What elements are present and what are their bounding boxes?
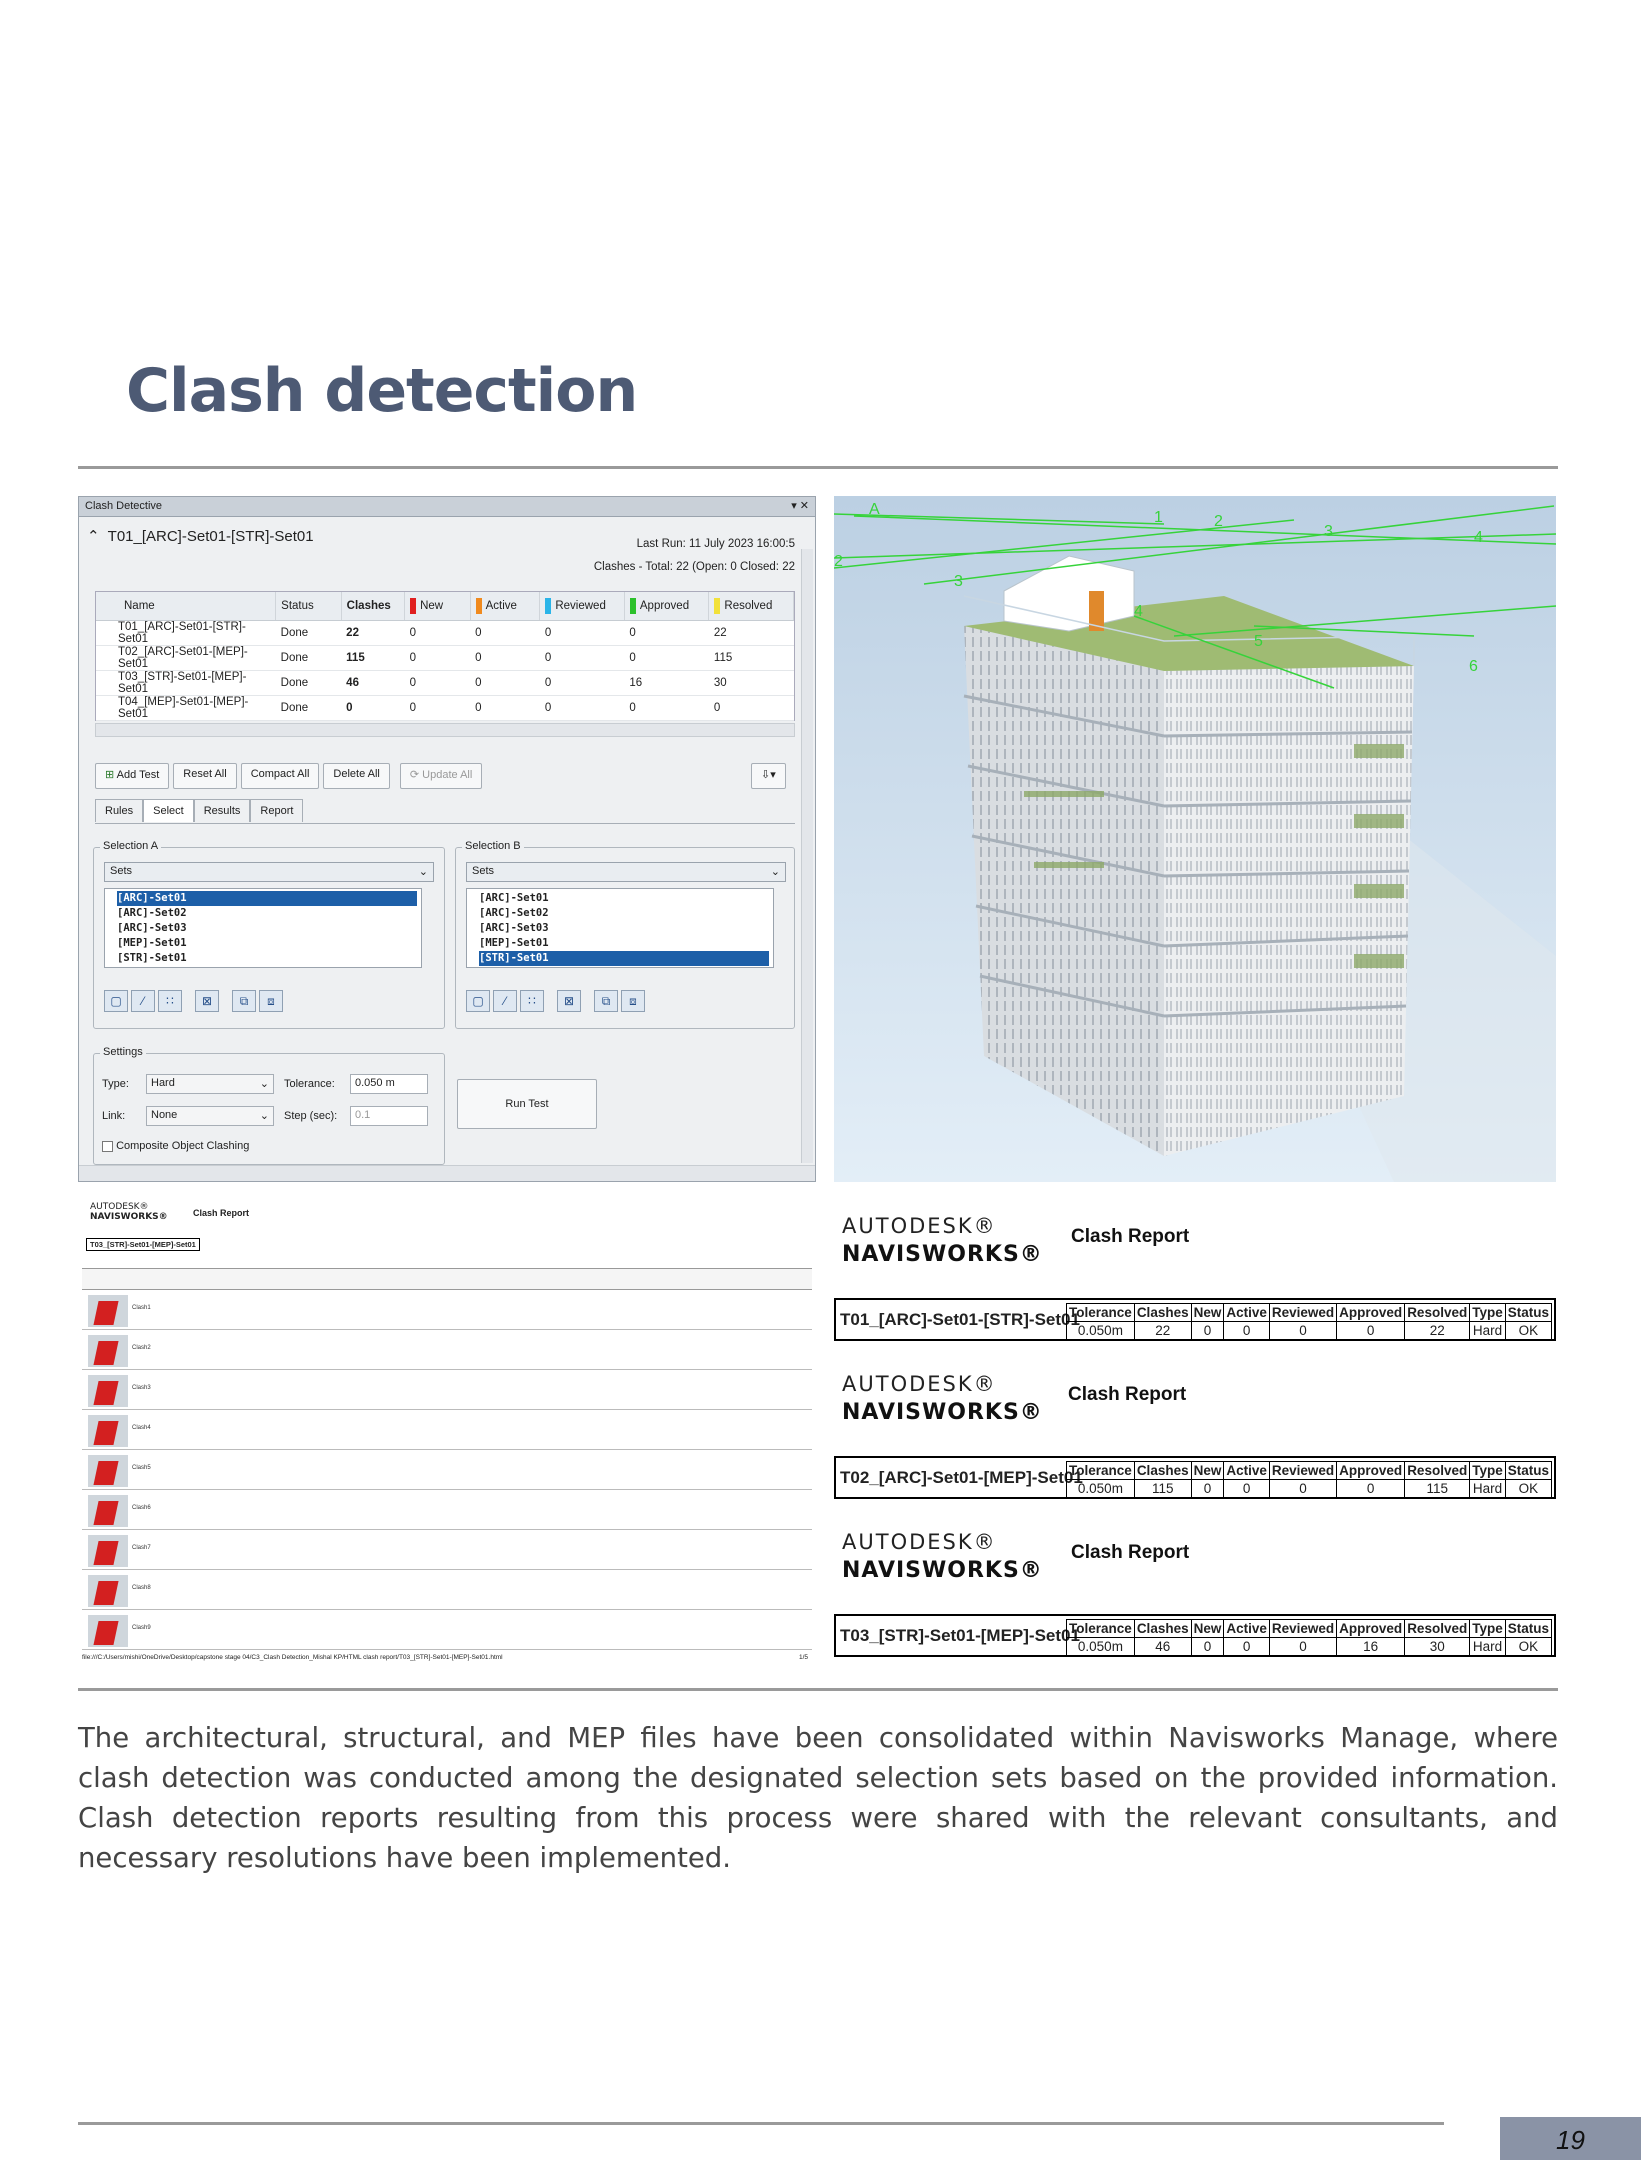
table-cell: 0 bbox=[540, 620, 625, 645]
clash-summary: Clashes - Total: 22 (Open: 0 Closed: 22 bbox=[593, 561, 795, 573]
report-summary-table bbox=[834, 1456, 1556, 1499]
window-titlebar: Clash Detective bbox=[79, 497, 815, 517]
report-title: Clash Report bbox=[1068, 1384, 1187, 1405]
table-row[interactable] bbox=[96, 620, 794, 645]
column-header-label: Active bbox=[485, 599, 517, 612]
summary-header: New bbox=[1191, 1620, 1224, 1638]
summary-header: Type bbox=[1470, 1620, 1506, 1638]
column-header[interactable] bbox=[709, 592, 794, 620]
summary-header: Status bbox=[1505, 1462, 1551, 1480]
clash-name: Clash4 bbox=[132, 1425, 151, 1431]
report-row bbox=[82, 1372, 812, 1410]
report-title: Clash Report bbox=[1071, 1226, 1190, 1247]
clash-name: Clash2 bbox=[132, 1345, 151, 1351]
selection-b-dropdown[interactable] bbox=[466, 862, 786, 882]
test-header bbox=[87, 527, 314, 545]
summary-value: 0 bbox=[1269, 1638, 1336, 1656]
test-buttons bbox=[95, 763, 482, 789]
summary-value: 0.050m bbox=[1067, 1638, 1135, 1656]
page-number: 19 bbox=[1500, 2117, 1641, 2160]
table-cell: T03_[STR]-Set01-[MEP]-Set01 bbox=[96, 670, 276, 695]
table-header-row bbox=[96, 592, 794, 620]
report-page: 1/5 bbox=[798, 1654, 808, 1661]
summary-value: 0.050m bbox=[1067, 1480, 1135, 1498]
page-title: Clash detection bbox=[126, 356, 638, 426]
status-color-swatch bbox=[630, 598, 636, 614]
table-row[interactable] bbox=[96, 695, 794, 720]
summary-header: Approved bbox=[1337, 1620, 1405, 1638]
selection-a-label: Selection A bbox=[100, 840, 161, 852]
summary-value: Hard bbox=[1470, 1480, 1506, 1498]
summary-value: OK bbox=[1505, 1638, 1551, 1656]
clash-detective-panel bbox=[78, 496, 816, 1182]
horizontal-scrollbar[interactable] bbox=[95, 723, 795, 737]
tolerance-input[interactable]: 0.050 m bbox=[350, 1074, 428, 1094]
selection-b-list[interactable] bbox=[466, 888, 774, 968]
table-cell: 0 bbox=[405, 695, 471, 720]
clash-name: Clash7 bbox=[132, 1545, 151, 1551]
selection-a-list[interactable] bbox=[104, 888, 422, 968]
clash-thumbnail bbox=[88, 1575, 128, 1607]
link-value: None bbox=[151, 1109, 178, 1121]
summary-header: Clashes bbox=[1134, 1462, 1191, 1480]
summary-header: Resolved bbox=[1405, 1620, 1470, 1638]
run-info bbox=[594, 533, 795, 579]
summary-header: Active bbox=[1224, 1304, 1270, 1322]
point-select-icon[interactable]: ∷ bbox=[520, 990, 544, 1012]
svg-text:4: 4 bbox=[1474, 529, 1483, 546]
summary-header: Active bbox=[1224, 1620, 1270, 1638]
tab-select[interactable]: Select bbox=[143, 799, 194, 822]
autodesk-logo: AUTODESK® bbox=[842, 1214, 997, 1238]
middle-divider bbox=[78, 1688, 1558, 1691]
update-all-label: Update All bbox=[422, 769, 473, 781]
update-all-button[interactable] bbox=[400, 763, 482, 789]
report-table-header bbox=[82, 1268, 812, 1290]
summary-value: OK bbox=[1505, 1322, 1551, 1340]
add-test-label: Add Test bbox=[116, 769, 160, 781]
use-current-selection-icon[interactable]: ⧉ bbox=[594, 990, 618, 1012]
tab-bar bbox=[95, 799, 303, 822]
selection-a-dropdown-value: Sets bbox=[110, 865, 133, 877]
selection-set-item[interactable]: [STR]-Set01 bbox=[117, 952, 187, 964]
report-test-name: T03_[STR]-Set01-[MEP]-Set01 bbox=[86, 1238, 200, 1251]
table-cell: 0 bbox=[624, 645, 709, 670]
self-intersect-icon[interactable]: ⊠ bbox=[195, 990, 219, 1012]
summary-value: 0 bbox=[1269, 1480, 1336, 1498]
column-header[interactable] bbox=[96, 592, 276, 620]
table-cell: 22 bbox=[709, 620, 794, 645]
selection-set-item[interactable]: [STR]-Set01 bbox=[479, 951, 769, 966]
summary-header: Active bbox=[1224, 1462, 1270, 1480]
summary-value: 0 bbox=[1224, 1638, 1270, 1656]
summary-header: Type bbox=[1470, 1462, 1506, 1480]
table-cell: 0 bbox=[470, 695, 540, 720]
building-model-image bbox=[834, 496, 1556, 1182]
clash-thumbnail bbox=[88, 1535, 128, 1567]
select-in-scene-icon[interactable]: ⧈ bbox=[259, 990, 283, 1012]
clash-name: Clash6 bbox=[132, 1505, 151, 1511]
composite-checkbox[interactable] bbox=[102, 1140, 249, 1152]
status-color-swatch bbox=[410, 598, 416, 614]
clash-thumbnail bbox=[88, 1335, 128, 1367]
report-row bbox=[82, 1612, 812, 1650]
table-cell: 0 bbox=[709, 695, 794, 720]
table-cell: 30 bbox=[709, 670, 794, 695]
add-test-button[interactable] bbox=[95, 763, 169, 789]
svg-text:6: 6 bbox=[1469, 658, 1478, 675]
status-color-swatch bbox=[476, 598, 482, 614]
step-input[interactable]: 0.1 bbox=[350, 1106, 428, 1126]
select-in-scene-icon[interactable]: ⧈ bbox=[621, 990, 645, 1012]
summary-header: New bbox=[1191, 1462, 1224, 1480]
table-cell: 0 bbox=[470, 670, 540, 695]
building-model-view bbox=[834, 496, 1556, 1182]
table-cell: Done bbox=[276, 645, 342, 670]
summary-value: OK bbox=[1505, 1480, 1551, 1498]
navisworks-logo: NAVISWORKS® bbox=[842, 1242, 1043, 1267]
table-cell: 0 bbox=[341, 695, 404, 720]
summary-header: Clashes bbox=[1134, 1304, 1191, 1322]
selection-b-group bbox=[455, 840, 795, 1029]
summary-header: Approved bbox=[1337, 1304, 1405, 1322]
vertical-scrollbar[interactable] bbox=[801, 549, 813, 1163]
table-cell: 0 bbox=[540, 695, 625, 720]
run-test-button[interactable]: Run Test bbox=[457, 1079, 597, 1129]
report-summary-table bbox=[834, 1298, 1556, 1341]
selection-set-item[interactable]: [MEP]-Set01 bbox=[117, 937, 187, 949]
column-header-label: Reviewed bbox=[555, 599, 606, 612]
selection-set-item[interactable]: [ARC]-Set02 bbox=[479, 907, 549, 919]
summary-value: 0 bbox=[1224, 1480, 1270, 1498]
navisworks-logo: NAVISWORKS® bbox=[842, 1558, 1043, 1583]
column-header[interactable] bbox=[470, 592, 540, 620]
selection-a-tools bbox=[104, 990, 283, 1012]
summary-header: Tolerance bbox=[1067, 1304, 1135, 1322]
table-cell: Done bbox=[276, 620, 342, 645]
selection-set-item[interactable]: [ARC]-Set01 bbox=[117, 891, 417, 906]
selection-a-group bbox=[93, 840, 445, 1029]
column-header-label: Approved bbox=[639, 599, 690, 612]
report-row bbox=[82, 1332, 812, 1370]
summary-header: Resolved bbox=[1405, 1304, 1470, 1322]
tab-results[interactable]: Results bbox=[194, 799, 251, 822]
selection-b-dropdown-value: Sets bbox=[472, 865, 495, 877]
column-header-label: New bbox=[420, 599, 444, 612]
type-label: Type: bbox=[102, 1078, 129, 1090]
table-cell: 115 bbox=[341, 645, 404, 670]
summary-value: 22 bbox=[1134, 1322, 1191, 1340]
svg-text:3: 3 bbox=[1324, 523, 1333, 540]
footer-divider bbox=[78, 2122, 1444, 2125]
test-name: T01_[ARC]-Set01-[STR]-Set01 bbox=[107, 528, 314, 545]
collapse-icon[interactable]: ⌃ bbox=[87, 528, 100, 545]
summary-value: 0.050m bbox=[1067, 1322, 1135, 1340]
selection-set-item[interactable]: [ARC]-Set02 bbox=[117, 907, 187, 919]
column-header-label: Status bbox=[281, 599, 314, 612]
summary-header: Reviewed bbox=[1269, 1462, 1336, 1480]
link-label: Link: bbox=[102, 1110, 126, 1122]
summary-value: 0 bbox=[1191, 1480, 1224, 1498]
summary-header-row bbox=[1067, 1462, 1552, 1480]
table-cell: 0 bbox=[405, 670, 471, 695]
report-row bbox=[82, 1532, 812, 1570]
column-header[interactable] bbox=[405, 592, 471, 620]
summary-value: 115 bbox=[1134, 1480, 1191, 1498]
summary-value: 16 bbox=[1337, 1638, 1405, 1656]
line-select-icon[interactable]: ⁄ bbox=[131, 990, 155, 1012]
clash-name: Clash1 bbox=[132, 1305, 151, 1311]
report-file-path: file:///C:/Users/mishi/OneDrive/Desktop/capstone stage 04/C3_Clash Detection_Mishal KP/HTML clash report/T03_[STR]-Set01-[MEP]-Set01.html bbox=[82, 1654, 503, 1661]
point-select-icon[interactable]: ∷ bbox=[158, 990, 182, 1012]
table-cell: 0 bbox=[540, 670, 625, 695]
summary-header: Reviewed bbox=[1269, 1304, 1336, 1322]
test-name: T03_[STR]-Set01-[MEP]-Set01 bbox=[840, 1625, 1080, 1645]
selection-set-item[interactable]: [ARC]-Set01 bbox=[479, 892, 549, 904]
close-icon[interactable]: ▾ ✕ bbox=[791, 500, 809, 512]
type-select[interactable] bbox=[146, 1074, 274, 1094]
chevron-down-icon: ⌄ bbox=[259, 1078, 269, 1090]
table-cell: T02_[ARC]-Set01-[MEP]-Set01 bbox=[96, 645, 276, 670]
clash-thumbnail bbox=[88, 1455, 128, 1487]
checkbox-box bbox=[102, 1141, 113, 1152]
summary-header: Status bbox=[1505, 1620, 1551, 1638]
type-value: Hard bbox=[151, 1077, 175, 1089]
report-row bbox=[82, 1412, 812, 1450]
summary-header: Type bbox=[1470, 1304, 1506, 1322]
summary-header: Resolved bbox=[1405, 1462, 1470, 1480]
table-row[interactable] bbox=[96, 670, 794, 695]
summary-value-row bbox=[1067, 1322, 1552, 1340]
clash-name: Clash5 bbox=[132, 1465, 151, 1471]
delete-all-button[interactable]: Delete All bbox=[323, 763, 389, 789]
use-current-selection-icon[interactable]: ⧉ bbox=[232, 990, 256, 1012]
column-header[interactable] bbox=[276, 592, 342, 620]
report-row bbox=[82, 1292, 812, 1330]
selection-set-item[interactable]: [ARC]-Set03 bbox=[479, 922, 549, 934]
summary-value: 0 bbox=[1224, 1322, 1270, 1340]
table-cell: 0 bbox=[470, 620, 540, 645]
autodesk-logo: AUTODESK® bbox=[842, 1372, 997, 1396]
clash-thumbnail bbox=[88, 1415, 128, 1447]
reset-all-button[interactable]: Reset All bbox=[173, 763, 236, 789]
summary-value-row bbox=[1067, 1638, 1552, 1656]
clash-thumbnail bbox=[88, 1615, 128, 1647]
summary-value: 0 bbox=[1337, 1322, 1405, 1340]
last-run: Last Run: 11 July 2023 16:00:5 bbox=[636, 538, 795, 550]
refresh-icon: ⟳ bbox=[409, 769, 420, 781]
test-name: T02_[ARC]-Set01-[MEP]-Set01 bbox=[840, 1467, 1083, 1487]
column-header-label: Resolved bbox=[724, 599, 773, 612]
clash-name: Clash8 bbox=[132, 1585, 151, 1591]
chevron-down-icon: ⌄ bbox=[418, 866, 428, 878]
svg-text:1: 1 bbox=[1154, 509, 1163, 526]
report-title: Clash Report bbox=[193, 1208, 250, 1218]
box-select-icon[interactable]: ▢ bbox=[104, 990, 128, 1012]
table-cell: 46 bbox=[341, 670, 404, 695]
table-row[interactable] bbox=[96, 645, 794, 670]
svg-text:5: 5 bbox=[1254, 633, 1263, 650]
selection-set-item[interactable]: [ARC]-Set03 bbox=[117, 922, 187, 934]
table-cell: 22 bbox=[341, 620, 404, 645]
table-cell: T04_[MEP]-Set01-[MEP]-Set01 bbox=[96, 695, 276, 720]
report-row bbox=[82, 1572, 812, 1610]
table-cell: 0 bbox=[540, 645, 625, 670]
line-select-icon[interactable]: ⁄ bbox=[493, 990, 517, 1012]
export-icon[interactable]: ⇩▾ bbox=[751, 763, 786, 789]
logo-bottom: NAVISWORKS® bbox=[90, 1212, 168, 1222]
summary-header: Tolerance bbox=[1067, 1462, 1135, 1480]
summary-value: 0 bbox=[1337, 1480, 1405, 1498]
settings-label: Settings bbox=[100, 1046, 146, 1058]
report-row bbox=[82, 1492, 812, 1530]
clash-thumbnail bbox=[88, 1495, 128, 1527]
link-select[interactable] bbox=[146, 1106, 274, 1126]
summary-value: 115 bbox=[1405, 1480, 1470, 1498]
svg-text:2: 2 bbox=[1214, 513, 1223, 530]
tab-report[interactable]: Report bbox=[250, 799, 303, 822]
summary-value: 0 bbox=[1191, 1322, 1224, 1340]
column-header[interactable] bbox=[341, 592, 404, 620]
summary-header: Reviewed bbox=[1269, 1620, 1336, 1638]
column-header[interactable] bbox=[624, 592, 709, 620]
svg-text:A: A bbox=[869, 501, 880, 518]
column-header-label: Clashes bbox=[346, 599, 391, 612]
table-cell: Done bbox=[276, 695, 342, 720]
summary-header-row bbox=[1067, 1304, 1552, 1322]
composite-label: Composite Object Clashing bbox=[116, 1140, 250, 1152]
summary-value: 0 bbox=[1191, 1638, 1224, 1656]
report-title: Clash Report bbox=[1071, 1542, 1190, 1563]
bottom-scrollbar[interactable] bbox=[79, 1165, 816, 1181]
table-cell: Done bbox=[276, 670, 342, 695]
clash-thumbnail bbox=[88, 1295, 128, 1327]
summary-value: 46 bbox=[1134, 1638, 1191, 1656]
summary-value-row bbox=[1067, 1480, 1552, 1498]
svg-text:4: 4 bbox=[1134, 603, 1143, 620]
summary-header: Status bbox=[1505, 1304, 1551, 1322]
svg-text:2: 2 bbox=[834, 553, 843, 570]
chevron-down-icon: ⌄ bbox=[259, 1110, 269, 1122]
summary-header: Approved bbox=[1337, 1462, 1405, 1480]
navisworks-logo: NAVISWORKS® bbox=[842, 1400, 1043, 1425]
table-cell: 0 bbox=[470, 645, 540, 670]
clash-thumbnail bbox=[88, 1375, 128, 1407]
table-cell: 115 bbox=[709, 645, 794, 670]
box-select-icon[interactable]: ▢ bbox=[466, 990, 490, 1012]
compact-all-button[interactable]: Compact All bbox=[241, 763, 320, 789]
autodesk-logo: AUTODESK® bbox=[842, 1530, 997, 1554]
summary-header-row bbox=[1067, 1620, 1552, 1638]
chevron-down-icon: ⌄ bbox=[770, 866, 780, 878]
svg-text:3: 3 bbox=[954, 573, 963, 590]
summary-header: Clashes bbox=[1134, 1620, 1191, 1638]
summary-value: 0 bbox=[1269, 1322, 1336, 1340]
selection-b-tools bbox=[466, 990, 645, 1012]
summary-header: Tolerance bbox=[1067, 1620, 1135, 1638]
table-cell: 0 bbox=[405, 620, 471, 645]
selection-a-dropdown[interactable] bbox=[104, 862, 434, 882]
self-intersect-icon[interactable]: ⊠ bbox=[557, 990, 581, 1012]
summary-value: Hard bbox=[1470, 1322, 1506, 1340]
body-paragraph: The architectural, structural, and MEP files have been consolidated within Navisworks Manage, where clash detection was conducted among the designated selection sets based on the provided information. Clash detection reports resulting from this process were shared with the relevant consultants, and necessary resolutions have been implemented. bbox=[78, 1722, 1558, 1874]
summary-value: Hard bbox=[1470, 1638, 1506, 1656]
summary-value: 22 bbox=[1405, 1322, 1470, 1340]
table-cell: 0 bbox=[405, 645, 471, 670]
tolerance-label: Tolerance: bbox=[284, 1078, 335, 1090]
step-label: Step (sec): bbox=[284, 1110, 338, 1122]
table-cell: 0 bbox=[624, 695, 709, 720]
summary-value: 30 bbox=[1405, 1638, 1470, 1656]
tab-rules[interactable]: Rules bbox=[95, 799, 143, 822]
report-row bbox=[82, 1452, 812, 1490]
table-cell: 16 bbox=[624, 670, 709, 695]
top-divider bbox=[78, 466, 1558, 469]
logo-top: AUTODESK® bbox=[90, 1202, 149, 1212]
test-name: T01_[ARC]-Set01-[STR]-Set01 bbox=[840, 1309, 1080, 1329]
column-header-label: Name bbox=[124, 599, 155, 612]
add-icon: ⊞ bbox=[105, 769, 115, 781]
clash-name: Clash3 bbox=[132, 1385, 151, 1391]
summary-header: New bbox=[1191, 1304, 1224, 1322]
report-summary-table bbox=[834, 1614, 1556, 1657]
table-cell: T01_[ARC]-Set01-[STR]-Set01 bbox=[96, 620, 276, 645]
status-color-swatch bbox=[714, 598, 720, 614]
tests-table bbox=[95, 591, 795, 721]
clash-name: Clash9 bbox=[132, 1625, 151, 1631]
html-clash-report bbox=[78, 1198, 816, 1668]
selection-set-item[interactable]: [MEP]-Set01 bbox=[479, 937, 549, 949]
table-cell: 0 bbox=[624, 620, 709, 645]
status-color-swatch bbox=[545, 598, 551, 614]
column-header[interactable] bbox=[540, 592, 625, 620]
tab-divider bbox=[95, 823, 795, 824]
selection-b-label: Selection B bbox=[462, 840, 524, 852]
report-logo bbox=[90, 1202, 168, 1222]
settings-group bbox=[93, 1046, 445, 1165]
